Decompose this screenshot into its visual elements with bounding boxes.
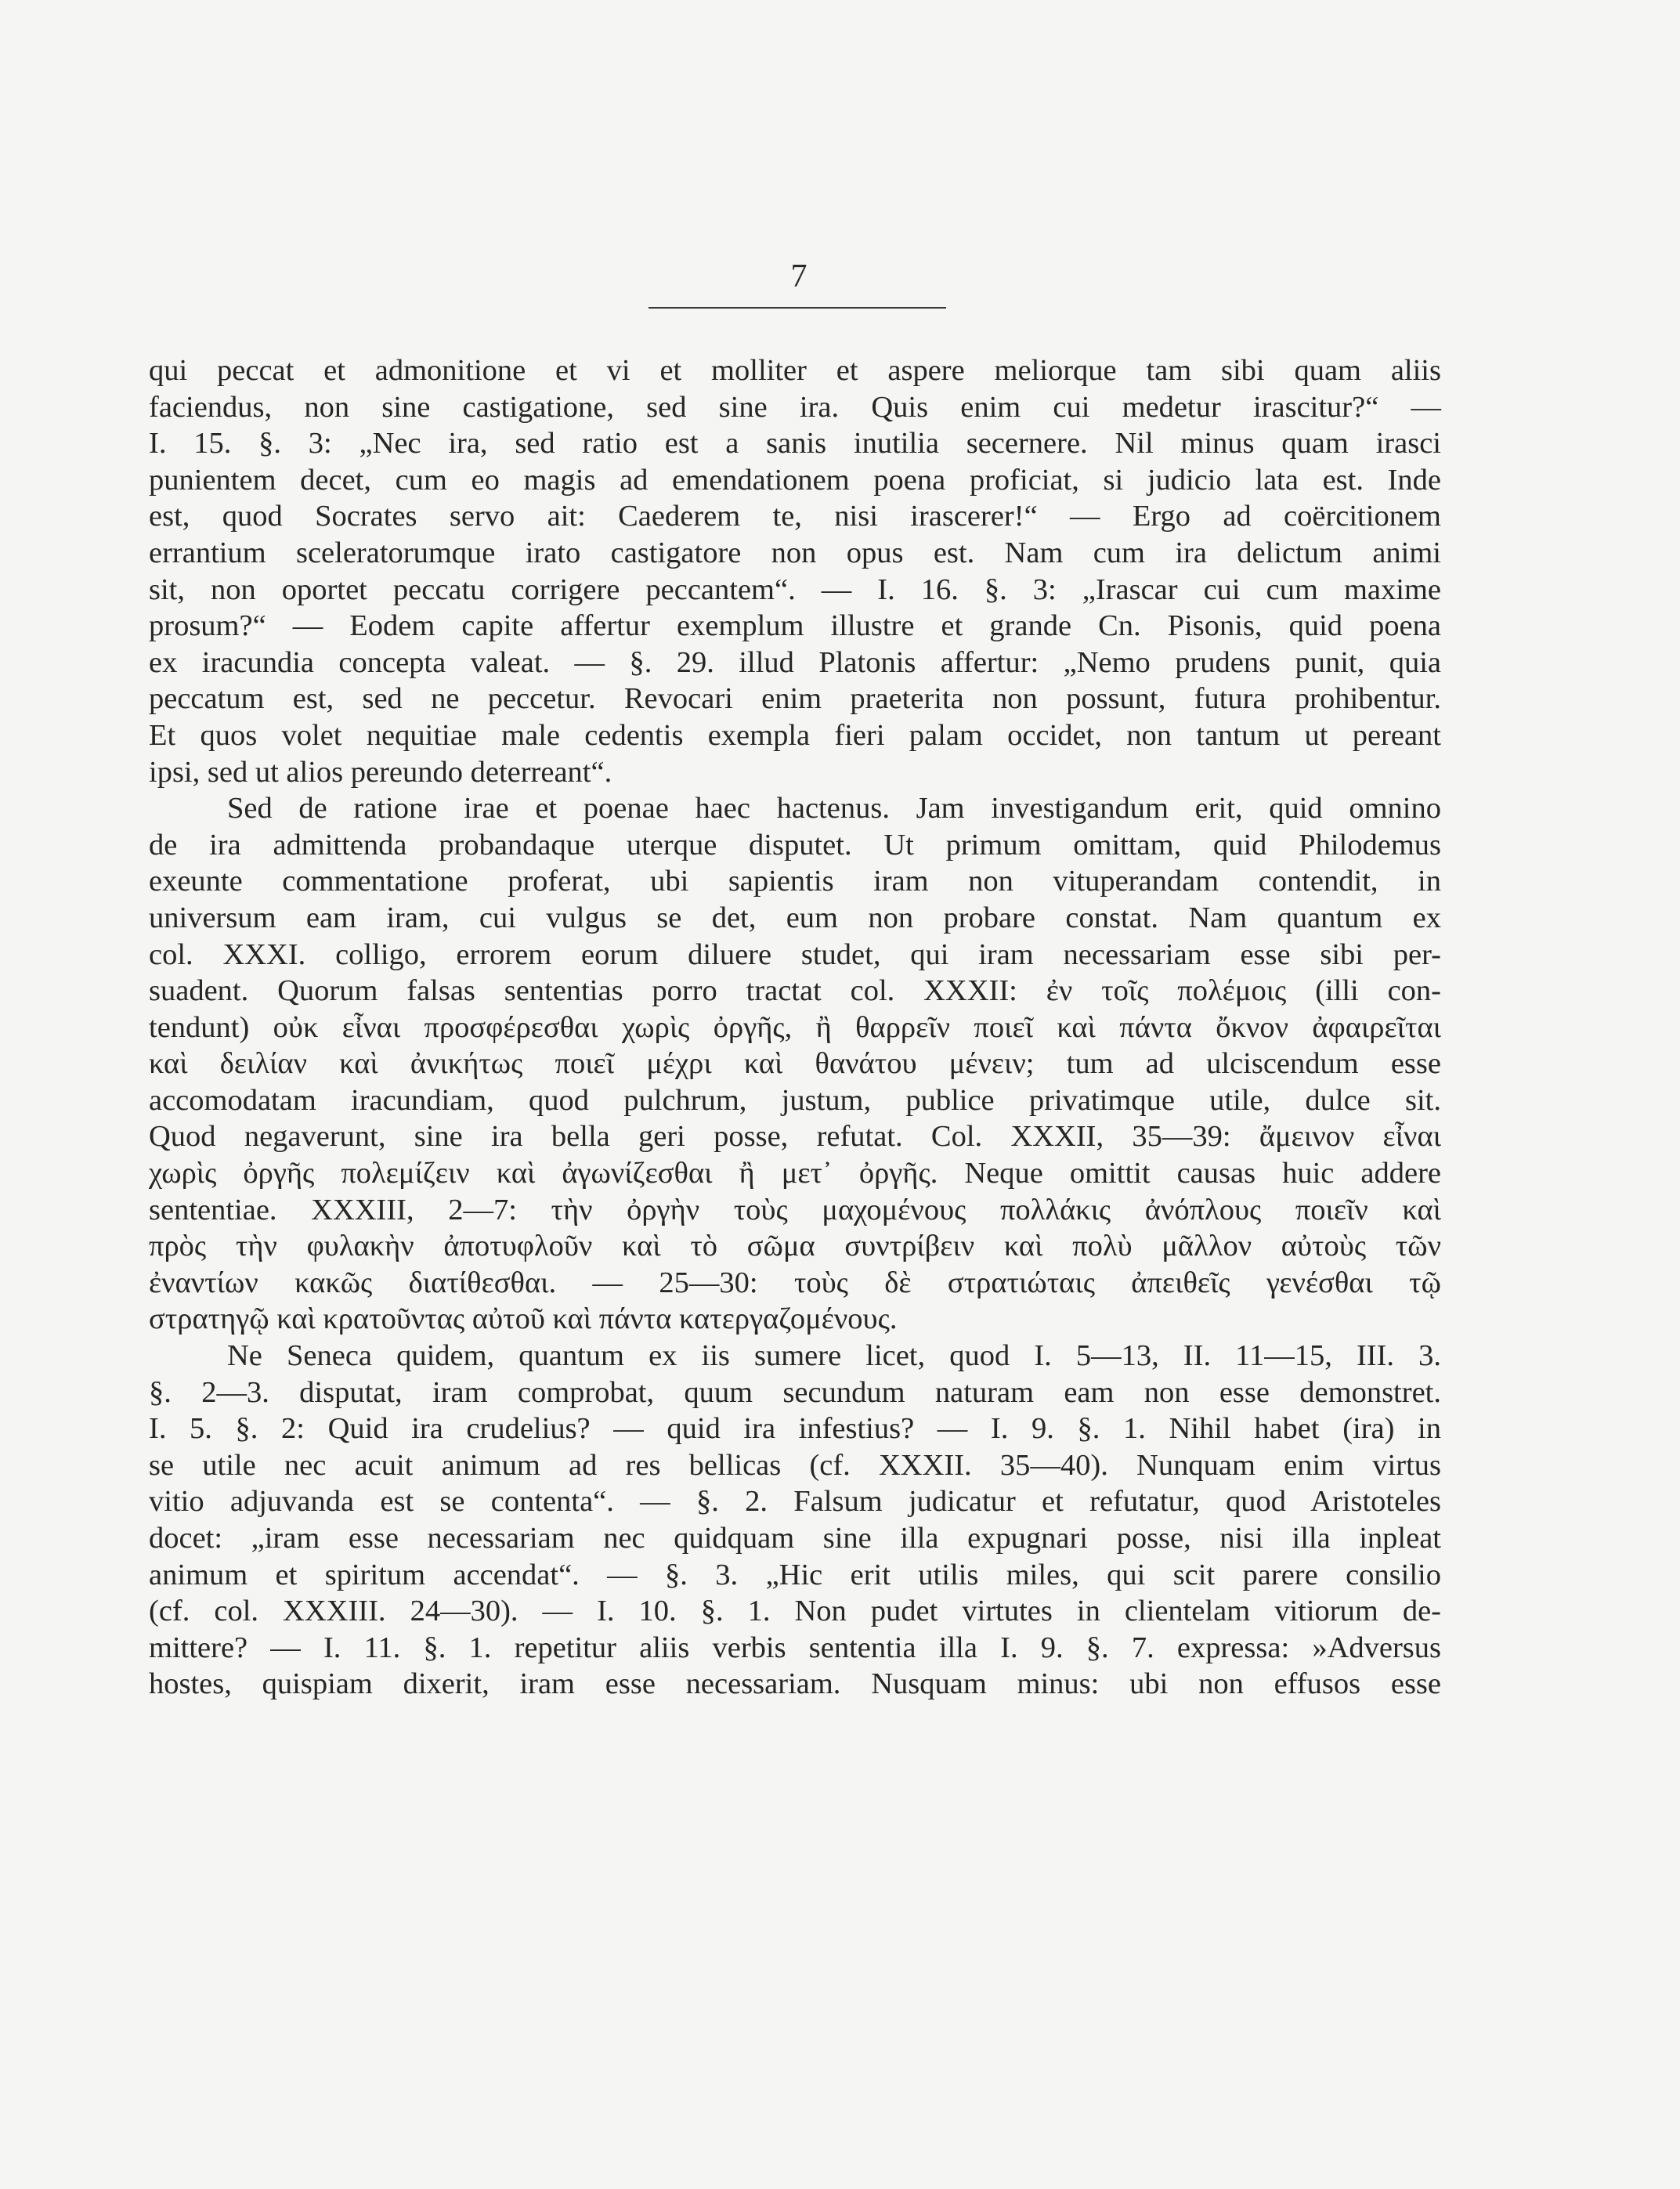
- text-line: καὶ δειλίαν καὶ ἀνικήτως ποιεῖ μέχρι καὶ θανάτου μένειν; tum ad ulciscendum esse: [149, 1047, 1441, 1081]
- page-number: 7: [790, 258, 807, 294]
- text-line: prosum?“ — Eodem capite affertur exemplum illustre et grande Cn. Pisonis, quid poena: [149, 609, 1441, 643]
- text-line: de ira admittenda probandaque uterque disputet. Ut primum omittam, quid Philodemus: [149, 828, 1441, 862]
- text-line: tendunt) οὐκ εἶναι προσφέρεσθαι χωρὶς ὀργῆς, ἢ θαρρεῖν ποιεῖ καὶ πάντα ὄκνον ἀφαιρεῖται: [149, 1010, 1441, 1044]
- text-line: est, quod Socrates servo ait: Caederem te, nisi irascerer!“ — Ergo ad coërcitionem: [149, 500, 1441, 533]
- text-line: exeunte commentatione proferat, ubi sapientis iram non vituperandam contendit, in: [149, 865, 1441, 898]
- text-line: ἐναντίων κακῶς διατίθεσθαι. — 25—30: τοὺς δὲ στρατιώταις ἀπειθεῖς γενέσθαι τῷ: [149, 1266, 1441, 1299]
- text-line: sententiae. XXXIII, 2—7: τὴν ὀργὴν τοὺς μαχομένους πολλάκις ἀνόπλους ποιεῖν καὶ: [149, 1193, 1441, 1226]
- text-line: accomodatam iracundiam, quod pulchrum, justum, publice privatimque utile, dulce sit.: [149, 1083, 1441, 1117]
- text-line: I. 15. §. 3: „Nec ira, sed ratio est a sanis inutilia secernere. Nil minus quam irasci: [149, 427, 1441, 461]
- text-line: ex iracundia concepta valeat. — §. 29. illud Platonis affertur: „Nemo prudens punit, quia: [149, 645, 1441, 679]
- text-line: punientem decet, cum eo magis ad emendationem poena proficiat, si judicio lata est. Inde: [149, 463, 1441, 497]
- text-line: Ne Seneca quidem, quantum ex iis sumere licet, quod I. 5—13, II. 11—15, III. 3.: [227, 1339, 1441, 1373]
- text-line: ipsi, sed ut alios pereundo deterreant“.: [149, 755, 612, 789]
- text-line: animum et spiritum accendat“. — §. 3. „Hic erit utilis miles, qui scit parere consilio: [149, 1558, 1441, 1591]
- text-line: col. XXXI. colligo, errorem eorum diluere studet, qui iram necessariam esse sibi per-: [149, 937, 1441, 971]
- header-rule: [649, 307, 946, 309]
- text-line: §. 2—3. disputat, iram comprobat, quum secundum naturam eam non esse demonstret.: [149, 1375, 1441, 1409]
- text-line: πρὸς τὴν φυλακὴν ἀποτυφλοῦν καὶ τὸ σῶμα συντρίβειν καὶ πολὺ μᾶλλον αὐτοὺς τῶν: [149, 1230, 1441, 1263]
- text-line: στρατηγῷ καὶ κρατοῦντας αὐτοῦ καὶ πάντα κατεργαζομένους.: [149, 1302, 898, 1336]
- text-line: Quod negaverunt, sine ira bella geri posse, refutat. Col. XXXII, 35—39: ἄμεινον εἶναι: [149, 1120, 1441, 1154]
- text-line: mittere? — I. 11. §. 1. repetitur aliis verbis sententia illa I. 9. §. 7. expressa: »Adversus: [149, 1631, 1441, 1664]
- text-line: Sed de ratione irae et poenae haec hactenus. Jam investigandum erit, quid omnino: [227, 792, 1441, 825]
- text-line: errantium sceleratorumque irato castigatore non opus est. Nam cum ira delictum animi: [149, 536, 1441, 569]
- text-line: se utile nec acuit animum ad res bellicas (cf. XXXII. 35—40). Nunquam enim virtus: [149, 1448, 1441, 1482]
- text-line: qui peccat et admonitione et vi et molliter et aspere meliorque tam sibi quam aliis: [149, 354, 1441, 387]
- text-line: universum eam iram, cui vulgus se det, eum non probare constat. Nam quantum ex: [149, 901, 1441, 934]
- text-line: sit, non oportet peccatu corrigere peccantem“. — I. 16. §. 3: „Irascar cui cum maxime: [149, 573, 1441, 606]
- text-line: vitio adjuvanda est se contenta“. — §. 2. Falsum judicatur et refutatur, quod Aristoteles: [149, 1485, 1441, 1519]
- text-line: faciendus, non sine castigatione, sed sine ira. Quis enim cui medetur irascitur?“ —: [149, 390, 1441, 424]
- text-line: docet: „iram esse necessariam nec quidquam sine illa expugnari posse, nisi illa inpleat: [149, 1522, 1441, 1555]
- text-line: peccatum est, sed ne peccetur. Revocari enim praeterita non possunt, futura prohibentur.: [149, 682, 1441, 716]
- text-line: hostes, quispiam dixerit, iram esse necessariam. Nusquam minus: ubi non effusos esse: [149, 1667, 1441, 1701]
- text-line: I. 5. §. 2: Quid ira crudelius? — quid ira infestius? — I. 9. §. 1. Nihil habet (ira) in: [149, 1412, 1441, 1446]
- text-line: suadent. Quorum falsas sententias porro tractat col. XXXII: ἐν τοῖς πολέμοις (illi con-: [149, 974, 1441, 1008]
- text-line: χωρὶς ὀργῆς πολεμίζειν καὶ ἀγωνίζεσθαι ἢ μετ᾽ ὀργῆς. Neque omittit causas huic addere: [149, 1157, 1441, 1190]
- text-line: (cf. col. XXXIII. 24—30). — I. 10. §. 1. Non pudet virtutes in clientelam vitiorum de-: [149, 1595, 1441, 1628]
- text-line: Et quos volet nequitiae male cedentis exempla fieri palam occidet, non tantum ut pereant: [149, 718, 1441, 752]
- body-text: [149, 352, 1441, 1703]
